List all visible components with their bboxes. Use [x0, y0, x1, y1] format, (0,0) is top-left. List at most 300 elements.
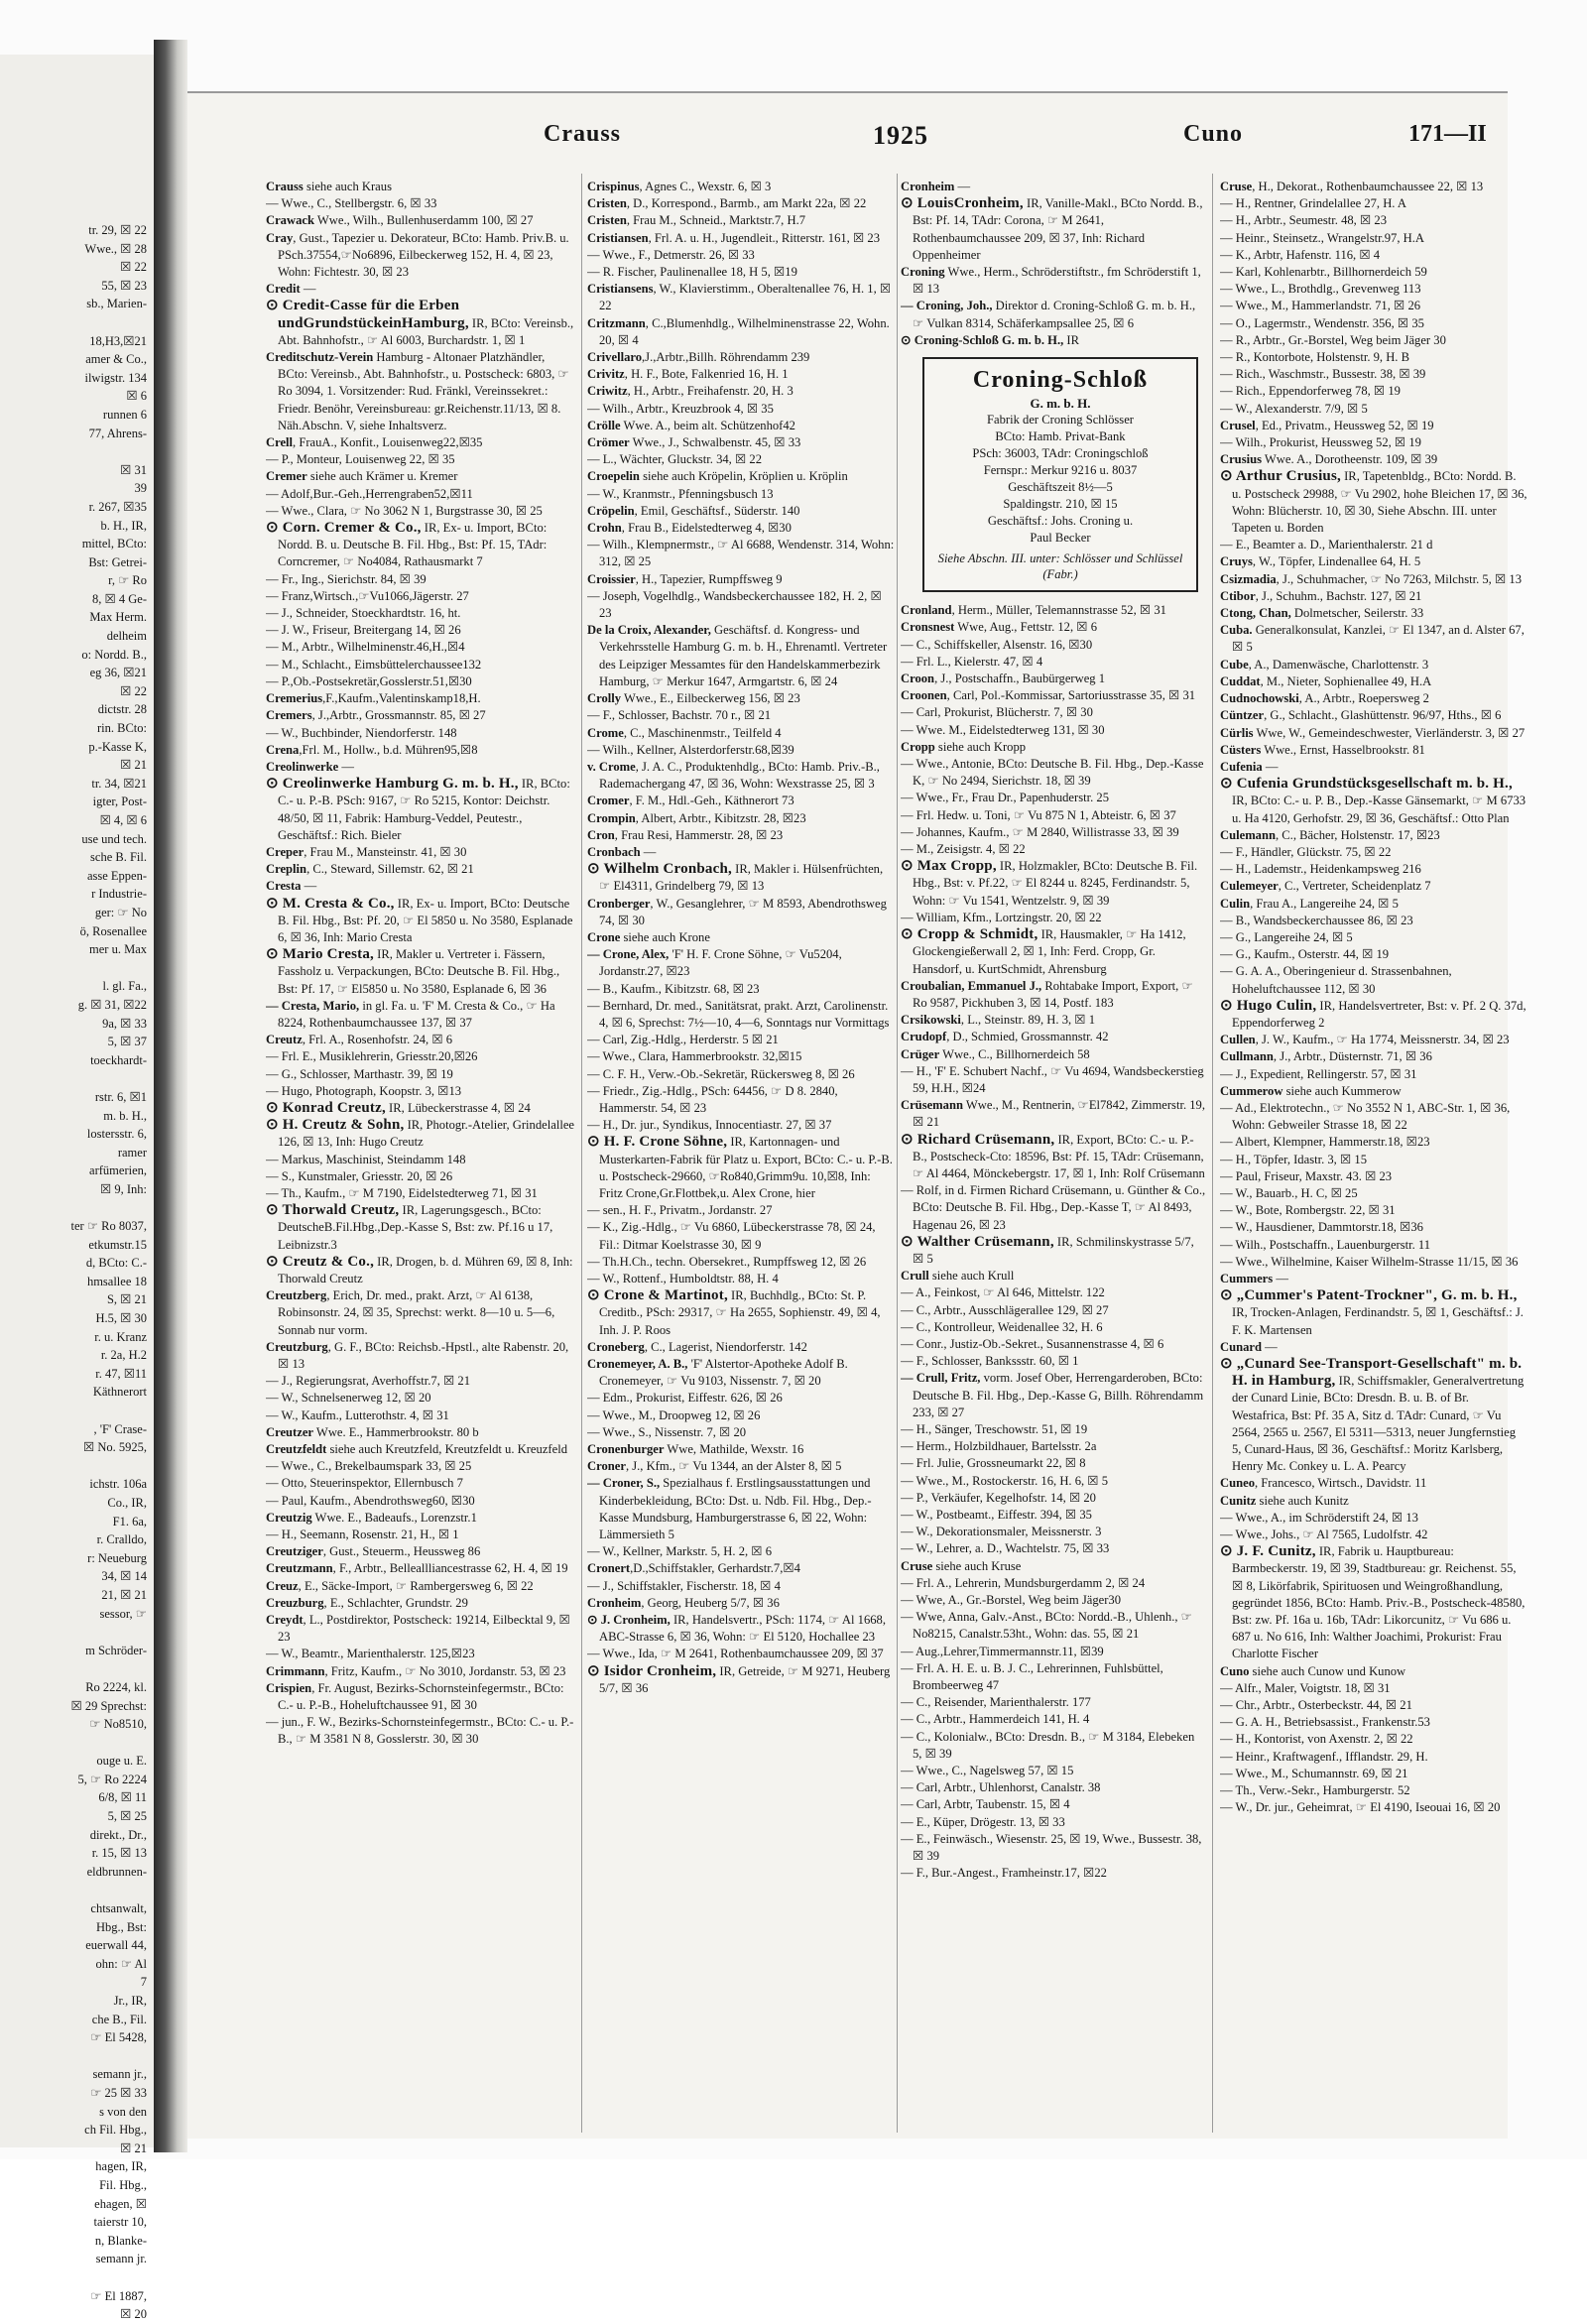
entry-detail: IR, Trocken-Anlagen, Ferdinandstr. 5, ☒ 1, Geschäftsf.: J. F. K. Martensen	[1232, 1305, 1524, 1337]
entry-detail: IR, Lübeckerstrasse 4, ☒ 24	[385, 1100, 531, 1115]
directory-entry	[901, 858, 1206, 910]
fragment-line: dictstr. 28	[97, 702, 147, 717]
fragment-line: r. 2a, H.2	[100, 1348, 147, 1363]
directory-entry	[587, 1356, 895, 1390]
directory-entry	[266, 486, 575, 503]
directory-entry	[1220, 571, 1527, 588]
entry-detail: — Frl. A., Lehrerin, Mundsburgerdamm 2, ☒ 24	[901, 1575, 1146, 1590]
directory-entry	[266, 1560, 575, 1577]
directory-entry	[1220, 1339, 1527, 1356]
entry-name: Culemann	[1220, 827, 1276, 842]
entry-detail: — Wwe., A., im Schröderstift 24, ☒ 13	[1220, 1510, 1418, 1525]
entry-detail: vorm. Josef Ober, Herrengarderoben, BCto: Deutsche B. Fil. Hbg., Dep.-Kasse G, Billh. Röhrendamm 233, ☒ 27	[913, 1371, 1204, 1419]
entry-detail: — E., Küper, Drögestr. 13, ☒ 33	[901, 1814, 1065, 1829]
entry-name: Cürlis	[1220, 725, 1254, 740]
entry-detail: — W., Hausdiener, Dammtorstr.18, ☒36	[1220, 1220, 1423, 1235]
entry-name: Cruse	[901, 1558, 933, 1573]
entry-detail: — O., Lagermstr., Wendenstr. 356, ☒ 35	[1220, 315, 1424, 330]
directory-entry	[1220, 1066, 1527, 1083]
entry-detail: IR	[1063, 332, 1080, 347]
fragment-line: tr. 34, ☒21	[91, 776, 147, 791]
fragment-line	[2, 1734, 151, 1753]
advert-line: Geschäftsf.: Johs. Croning u.	[987, 514, 1134, 529]
directory-entry	[587, 929, 895, 946]
directory-entry	[587, 212, 895, 229]
entry-detail: IR, Schmilinskystrasse 5/7, ☒ 5	[913, 1234, 1194, 1266]
entry-name: Crull	[901, 1269, 929, 1284]
entry-name: Crompin	[587, 810, 636, 825]
entry-detail: — Wwe., Fr., Frau Dr., Papenhuderstr. 25	[901, 791, 1109, 805]
directory-column-3	[901, 179, 1206, 2133]
entry-detail: — Frl. Hedw. u. Toni, ☞ Vu 875 N 1, Abteistr. 6, ☒ 37	[901, 807, 1176, 822]
directory-column-4	[1220, 179, 1527, 2133]
directory-entry	[266, 1066, 575, 1083]
entry-name: Crome	[587, 725, 624, 740]
entry-name: Crauss	[266, 180, 304, 193]
entry-name: Cuneo	[1220, 1476, 1255, 1491]
entry-detail: — G., Kaufm., Osterstr. 44, ☒ 19	[1220, 947, 1390, 962]
directory-entry	[901, 910, 1206, 926]
entry-detail: Wwe., C., Billhornerdeich 58	[939, 1046, 1090, 1061]
directory-entry	[1220, 1100, 1527, 1134]
directory-entry	[587, 588, 895, 622]
directory-entry	[901, 739, 1206, 756]
entry-detail: — H., Kontorist, von Axenstr. 2, ☒ 22	[1220, 1732, 1413, 1747]
fragment-line: r. u. Kranz	[94, 1329, 147, 1344]
entry-name: Crüsemann	[901, 1098, 963, 1113]
directory-entry	[266, 1493, 575, 1510]
entry-name: Cunard	[1220, 1339, 1262, 1354]
entry-detail: Wwe. A., Dorotheenstr. 109, ☒ 39	[1262, 452, 1438, 467]
entry-detail: IR, Kartonnagen- und Musterkarten-Fabrik für Platz u. Export, BCto: C.- u. P.-B. u. Postscheck-29660, ☞Ro840,Grimm9u. 10,☒8, Inh: Fritz Crone,Gr.Flottbek,u. Alex Crone, hier	[599, 1135, 893, 1200]
entry-detail: — Wilh., Arbtr., Kreuzbrook 4, ☒ 35	[587, 401, 774, 416]
directory-entry	[901, 332, 1206, 349]
directory-entry	[1220, 1032, 1527, 1048]
directory-entry	[1220, 1083, 1527, 1100]
directory-entry	[901, 1455, 1206, 1472]
fragment-line: l. gl. Fa.,	[102, 979, 147, 994]
directory-entry	[587, 401, 895, 418]
fragment-line: ☒ 29 Sprechst:	[70, 1698, 147, 1713]
entry-name: Cröpelin	[587, 503, 635, 518]
entry-detail: , Agnes C., Wexstr. 6, ☒ 3	[639, 180, 772, 193]
entry-detail: — Alfr., Maler, Voigtstr. 18, ☒ 31	[1220, 1680, 1391, 1695]
header-year: 1925	[873, 121, 928, 150]
fragment-line: 21, ☒ 21	[101, 1587, 147, 1602]
fragment-line: euerwall 44,	[85, 1938, 147, 1953]
entry-detail: — Heinr., Kraftwagenf., Ifflandstr. 29, H.	[1220, 1749, 1428, 1764]
directory-entry	[587, 1032, 895, 1048]
entry-detail: , W., Töpfer, Lindenallee 64, H. 5	[1252, 554, 1421, 569]
directory-entry	[266, 1048, 575, 1065]
directory-entry	[266, 434, 575, 451]
entry-detail: , H., Tapezier, Rumpffsweg 9	[635, 571, 783, 586]
entry-detail: , C., Maschinenmstr., Teilfeld 4	[623, 725, 782, 740]
entry-detail: — W., Bote, Rombergstr. 22, ☒ 31	[1220, 1203, 1396, 1218]
directory-entry	[266, 776, 575, 844]
entry-name: Creplin	[266, 862, 307, 877]
entry-detail: — G. A. A., Oberingenieur d. Strassenbahnen, Hoheluftchaussee 112, ☒ 30	[1220, 964, 1452, 996]
entry-detail: — R., Arbtr., Gr.-Borstel, Weg beim Jäger 30	[1220, 332, 1446, 347]
entry-detail: IR, Buchhdlg., BCto: St. P. Creditb., PSch: 29317, ☞ Ha 2655, Sophienstr. 49, ☒ 4, Inh. J. P. Roos	[599, 1288, 881, 1337]
directory-entry	[587, 503, 895, 520]
entry-name: Crawack	[266, 213, 314, 228]
entry-name: Crell	[266, 435, 294, 450]
entry-detail: , Frau B., Eidelstedterweg 4, ☒30	[621, 521, 792, 536]
entry-detail: — Wwe., F., Detmerstr. 26, ☒ 33	[587, 247, 755, 262]
entry-name: Crispien	[266, 1680, 312, 1695]
directory-entry	[266, 725, 575, 742]
entry-detail: — Carl, Prokurist, Blücherstr. 7, ☒ 30	[901, 705, 1093, 720]
entry-detail: , G. F., BCto: Reichsb.-Hpstl., alte Rabenstr. 20, ☒ 13	[278, 1339, 569, 1372]
entry-detail: — Hugo, Photograph, Koopstr. 3, ☒13	[266, 1083, 462, 1098]
entry-detail: — W., Kranmstr., Pfenningsbusch 13	[587, 486, 774, 501]
directory-entry	[901, 298, 1206, 331]
entry-detail: — Bernhard, Dr. med., Sanitätsrat, prakt. Arzt, Carolinenstr. 4, ☒ 6, Sprechst: 7½—10, 4—6, Sonntags nur Vormittags	[587, 998, 890, 1030]
fragment-line	[2, 2268, 151, 2287]
directory-entry	[901, 687, 1206, 704]
entry-detail: — Herm., Holzbildhauer, Bartelsstr. 2a	[901, 1439, 1097, 1454]
croning-schloss-advertisement	[922, 357, 1198, 592]
entry-detail: — jun., F. W., Bezirks-Schornsteinfegermstr., BCto: C.- u. P.-B., ☞ M 3581 N 8, Gosslerstr. 30, ☒ 30	[266, 1715, 574, 1747]
entry-detail: , Frau M., Schneid., Marktstr.7, H.7	[626, 213, 806, 228]
fragment-line: 8, ☒ 4 Ge-	[92, 591, 147, 606]
entry-name: Ctong, Chan,	[1220, 606, 1291, 621]
directory-entry	[901, 1063, 1206, 1097]
directory-entry	[587, 861, 895, 895]
directory-entry	[1220, 434, 1527, 451]
previous-page-text	[2, 221, 151, 2324]
entry-name: Cronland	[901, 603, 952, 618]
entry-detail: —	[954, 180, 971, 193]
fragment-line	[2, 959, 151, 978]
directory-entry	[266, 588, 575, 605]
entry-name: ⊙ Cufenia Grundstücksgesellschaft m. b. H.,	[1220, 776, 1513, 793]
entry-name: Croissier	[587, 571, 636, 586]
directory-entry	[1220, 1048, 1527, 1065]
entry-name: Cristen	[587, 196, 627, 211]
entry-detail: — Wwe., M., Hammerlandstr. 71, ☒ 26	[1220, 299, 1421, 313]
entry-name: Cristen	[587, 213, 627, 228]
directory-entry	[901, 1729, 1206, 1763]
fragment-line: ☒ 20	[120, 2307, 147, 2322]
entry-name: Crimmann	[266, 1663, 325, 1678]
entry-detail: — C., Arbtr., Hammerdeich 141, H. 4	[901, 1712, 1090, 1727]
directory-entry	[266, 1527, 575, 1543]
entry-detail: , Gust., Tapezier u. Dekorateur, BCto: Hamb. Priv.B. u. PSch.37554,☞No6896, Eilbeckerweg 152, H. 4, ☒ 23, Wohn: Fichtestr. 30, ☒ 23	[278, 230, 569, 280]
entry-name: Cunitz	[1220, 1493, 1257, 1508]
entry-name: Cruse	[1220, 180, 1253, 193]
entry-name: Crohn	[587, 521, 622, 536]
directory-column-1	[266, 179, 575, 2133]
directory-entry	[901, 1421, 1206, 1438]
entry-detail: — Otto, Steuerinspektor, Ellernbusch 7	[266, 1476, 463, 1491]
entry-detail: Wwe., Wilh., Bullenhuserdamm 100, ☒ 27	[313, 213, 534, 228]
directory-entry	[1220, 1475, 1527, 1492]
directory-entry	[901, 1558, 1206, 1575]
entry-detail: , H. F., Bote, Falkenried 16, H. 1	[624, 367, 789, 382]
entry-detail: ,F.,Kaufm.,Valentinskamp18,H.	[322, 691, 481, 706]
entry-detail: — Wwe., Antonie, BCto: Deutsche B. Fil. Hbg., Dep.-Kasse K, ☞ No 2494, Sierichstr. 18, ☒ 39	[901, 757, 1204, 789]
entry-detail: , Fritz, Kaufm., ☞ No 3010, Jordanstr. 53, ☒ 23	[324, 1663, 566, 1678]
fragment-line: ramer	[117, 1145, 147, 1160]
entry-detail: IR, BCto: C.- u. P. B., Dep.-Kasse Gänsemarkt, ☞ M 6733 u. Ha 4120, Gerhofstr. 29, ☒ 36, Geschäftsf.: Otto Plan	[1232, 794, 1526, 825]
entry-name: Croepelin	[587, 469, 640, 484]
directory-entry	[587, 434, 895, 451]
entry-detail: , Frau A., Langereihe 24, ☒ 5	[1250, 896, 1399, 911]
entry-detail: —	[1262, 759, 1279, 774]
entry-name: Crone	[587, 929, 621, 944]
directory-entry	[266, 1663, 575, 1680]
directory-entry	[901, 1575, 1206, 1592]
entry-detail: — H., Seemann, Rosenstr. 21, H., ☒ 1	[266, 1528, 459, 1542]
directory-entry	[587, 383, 895, 400]
fragment-line: toeckhardt-	[90, 1052, 147, 1067]
fragment-line: rstr. 6, ☒1	[94, 1089, 147, 1104]
fragment-line: ☒ 21	[120, 758, 147, 773]
entry-detail: — H., Arbtr., Seumestr. 48, ☒ 23	[1220, 213, 1388, 228]
fragment-line: d, BCto: C.-	[85, 1256, 147, 1271]
entry-detail: — P.,Ob.-Postsekretär,Gosslerstr.51,☒30	[266, 673, 472, 688]
directory-entry	[266, 844, 575, 861]
entry-detail: , L., Steinstr. 89, H. 3, ☒ 1	[960, 1013, 1096, 1028]
entry-name: ⊙ Mario Cresta,	[266, 946, 375, 963]
entry-name: Creutzer	[266, 1424, 314, 1439]
directory-entry	[1220, 963, 1527, 997]
directory-entry	[266, 468, 575, 485]
entry-name: Creutzberg	[266, 1288, 327, 1303]
directory-entry	[266, 1612, 575, 1646]
entry-detail: — Rich., Eppendorferweg 78, ☒ 19	[1220, 384, 1401, 399]
entry-name: Csizmadia	[1220, 571, 1277, 586]
entry-detail: — Wilh., Postschaffn., Lauenburgerstr. 11	[1220, 1237, 1431, 1252]
fragment-line: sessor, ☞	[99, 1606, 147, 1621]
directory-entry	[1220, 1510, 1527, 1527]
entry-name: Croonen	[901, 688, 947, 703]
entry-name: Cropp	[901, 739, 935, 754]
entry-detail: — Wwe, Anna, Galv.-Anst., BCto: Nordd.-B., Uhlenh., ☞No8215, Canalstr.53ht., Wohn: das. 55, ☒ 21	[901, 1610, 1192, 1642]
entry-detail: , J., Arbtr., Düsternstr. 71, ☒ 36	[1273, 1049, 1432, 1064]
directory-entry	[901, 264, 1206, 298]
entry-name: Cremer	[266, 469, 307, 484]
entry-detail: Wwe. E., Hammerbrookstr. 80 b	[313, 1424, 479, 1439]
entry-detail: — R. Fischer, Paulinenallee 18, H 5, ☒19	[587, 265, 797, 280]
fragment-line: ☒ 9, Inh:	[100, 1181, 147, 1196]
directory-entry	[901, 1046, 1206, 1063]
entry-detail: — Carl, Arbtr., Uhlenhorst, Canalstr. 38	[901, 1780, 1101, 1795]
fragment-line: rin. BCto:	[96, 721, 147, 736]
entry-detail: — H., Töpfer, Idastr. 3, ☒ 15	[1220, 1152, 1368, 1166]
directory-entry	[587, 366, 895, 383]
directory-entry	[587, 759, 895, 793]
entry-detail: — Franz,Wirtsch.,☞Vu1066,Jägerstr. 27	[266, 588, 469, 603]
entry-name: Cronberger	[587, 896, 651, 911]
directory-entry	[1220, 1134, 1527, 1151]
entry-name: Croning	[901, 265, 945, 280]
entry-detail: — Wwe., Ida, ☞ M 2641, Rothenbaumchaussee 209, ☒ 37	[587, 1647, 884, 1661]
entry-name: Creutziger	[266, 1544, 323, 1559]
entry-detail: —	[338, 759, 354, 774]
directory-entry	[901, 1779, 1206, 1796]
directory-entry	[901, 602, 1206, 619]
entry-detail: — Wwe., C., Stellbergstr. 6, ☒ 33	[266, 196, 437, 211]
fragment-line: ☒ 6	[126, 389, 147, 404]
directory-entry	[266, 451, 575, 468]
entry-detail: siehe auch Krämer u. Kremer	[306, 469, 458, 484]
entry-detail: , J., Schuhm., Bachstr. 127, ☒ 21	[1255, 588, 1422, 603]
directory-entry	[587, 1083, 895, 1117]
entry-name: Cudnochowski	[1220, 691, 1299, 706]
entry-detail: — M., Schlacht., Eimsbüttelerchaussee132	[266, 657, 482, 672]
fragment-line: ö, Rosenallee	[79, 923, 147, 938]
directory-entry	[1220, 1493, 1527, 1510]
directory-entry	[587, 1612, 895, 1646]
directory-entry	[266, 1202, 575, 1254]
entry-name: Crömer	[587, 435, 630, 450]
entry-detail: siehe auch Kruse	[932, 1558, 1022, 1573]
entry-name: Creydt	[266, 1613, 304, 1628]
directory-entry	[266, 878, 575, 895]
directory-entry	[1220, 998, 1527, 1032]
fragment-line: ☒ 22	[120, 260, 147, 275]
directory-entry	[1220, 264, 1527, 281]
entry-name: Cuddat	[1220, 673, 1261, 688]
directory-entry	[587, 793, 895, 809]
fragment-line: eldbrunnen-	[86, 1864, 147, 1879]
entry-detail: IR, Handelsvertreter, Bst: v. Pf. 2 Q. 37d, Eppendorferweg 2	[1232, 998, 1526, 1030]
directory-entry	[266, 673, 575, 690]
entry-detail: 'F' H. F. Crone Söhne, ☞ Vu5204, Jordanstr.27, ☒23	[599, 947, 842, 979]
entry-name: ⊙ H. Creutz & Sohn,	[266, 1117, 405, 1134]
entry-detail: — Wwe., Clara, Hammerbrookstr. 32,☒15	[587, 1049, 802, 1064]
entry-detail: — W., Beamtr., Marienthalerstr. 125,☒23	[266, 1647, 475, 1661]
entry-detail: , D., Schmied, Grossmannstr. 42	[946, 1030, 1109, 1044]
advert-subtitle: G. m. b. H.	[1030, 396, 1091, 412]
entry-detail: — Carl, Arbtr, Taubenstr. 15, ☒ 4	[901, 1797, 1070, 1812]
directory-entry	[587, 468, 895, 485]
entry-name: Creutzburg	[266, 1339, 328, 1354]
entry-detail: IR, Ex- u. Import, BCto: Nordd. B. u. Deutsche B. Fil. Hbg., Bst: Pf. 15, TAdr: Corncremer, ☞ No4084, Rathausmarkt 7	[278, 521, 548, 569]
entry-detail: — J., Schiffstakler, Fischerstr. 18, ☒ 4	[587, 1578, 781, 1593]
entry-detail: — Carl, Zig.-Hdlg., Herderstr. 5 ☒ 21	[587, 1033, 779, 1047]
entry-detail: , J.,Arbtr., Grossmannstr. 85, ☒ 27	[311, 708, 486, 723]
fragment-line	[2, 442, 151, 461]
directory-entry	[266, 230, 575, 282]
directory-entry	[1220, 247, 1527, 264]
directory-entry	[1220, 315, 1527, 332]
directory-entry	[901, 1132, 1206, 1183]
directory-entry	[266, 1646, 575, 1662]
fragment-line	[2, 1659, 151, 1678]
fragment-line: Hbg., Bst:	[95, 1919, 147, 1934]
directory-entry	[587, 725, 895, 742]
directory-entry	[587, 349, 895, 366]
directory-entry	[901, 1796, 1206, 1813]
entry-name: ⊙ M. Cresta & Co.,	[266, 895, 395, 912]
entry-detail: — K., Zig.-Hdlg., ☞ Vu 6860, Lübeckerstrasse 78, ☒ 24, Fil.: Ditmar Koelstrasse 30, ☒ 9	[587, 1220, 876, 1252]
fragment-line: r. Cralldo,	[96, 1532, 147, 1547]
entry-detail: Wwe, Aug., Fettstr. 12, ☒ 6	[954, 620, 1097, 635]
directory-entry	[587, 230, 895, 247]
directory-column-2	[587, 179, 895, 2133]
fragment-line: ☒ 31	[120, 462, 147, 477]
entry-detail: — Karl, Kohlenarbtr., Billhornerdeich 59	[1220, 265, 1427, 280]
directory-entry	[266, 520, 575, 571]
directory-entry	[901, 179, 1206, 195]
entry-detail: — H., Lademstr., Heidenkampsweg 216	[1220, 862, 1421, 877]
entry-detail: Hamburg - Altonaer Platzhändler, BCto: Vereinsb., Abt. Bahnhofstr., u. Postscheck: 6803, ☞ Ro 3094, 1. Vorsitzender: Rud. Fränkl, Vereinssekret.: Friedr. Benöhr, Vereinsbureau: gr.Reichenstr.11/13, ☒ 8. Näh.Abschn. V, siehe Inhaltsverz.	[278, 350, 569, 432]
entry-name: — Croning, Joh.,	[901, 299, 993, 313]
entry-detail: — Wwe., L., Brothdlg., Grevenweg 113	[1220, 282, 1421, 297]
directory-entry	[266, 742, 575, 759]
entry-name: ⊙ Crone & Martinot,	[587, 1287, 728, 1304]
directory-entry	[901, 1540, 1206, 1557]
advert-line: BCto: Hamb. Privat-Bank	[995, 429, 1126, 444]
entry-detail: — S., Kunstmaler, Griesstr. 20, ☒ 26	[266, 1168, 453, 1183]
fragment-line: runnen 6	[102, 407, 147, 422]
directory-entry	[587, 281, 895, 314]
fragment-line: direkt., Dr.,	[89, 1827, 147, 1842]
directory-entry	[1220, 896, 1527, 913]
fragment-line: Ro 2224, kl.	[85, 1679, 147, 1694]
entry-name: Creolinwerke	[266, 759, 339, 774]
directory-entry	[1220, 725, 1527, 742]
directory-entry	[1220, 1766, 1527, 1782]
entry-detail: — B., Kaufm., Kibitzstr. 68, ☒ 23	[587, 981, 760, 996]
entry-detail: siehe auch Kunitz	[1256, 1493, 1349, 1508]
entry-detail: , C.,Blumenhdlg., Wilhelminenstrasse 22, Wohn. 20, ☒ 4	[599, 315, 890, 347]
directory-entry	[1220, 468, 1527, 537]
entry-name: ⊙ Credit-Casse für die Erben undGrundstückeinHamburg,	[266, 298, 469, 331]
entry-detail: — W., Rottenf., Humboldtstr. 88, H. 4	[587, 1272, 779, 1285]
entry-detail: , Herm., Müller, Telemannstrasse 52, ☒ 31	[951, 603, 1166, 618]
directory-entry	[266, 1168, 575, 1185]
entry-detail: IR, BCto: C.- u. P.-B. PSch: 9167, ☞ Ro 5215, Kontor: Deichstr. 48/50, ☒ 11, Fabrik: Hamburg-Veddel, Peutestr., Geschäftsf.: Rich. Bieler	[278, 777, 570, 842]
entry-detail: , J. W., Kaufm., ☞ Ha 1774, Meissnerstr. 34, ☒ 23	[1255, 1033, 1510, 1047]
entry-name: Crudopf	[901, 1030, 947, 1044]
entry-detail: Wwe, Mathilde, Wexstr. 16	[664, 1442, 804, 1457]
entry-detail: Wwe., J., Schwalbenstr. 45, ☒ 33	[629, 435, 801, 450]
fragment-line: b. H., IR,	[100, 518, 147, 533]
entry-detail: — H., Rentner, Grindelallee 27, H. A	[1220, 196, 1407, 211]
entry-detail: Spezialhaus f. Erstlingsausstattungen und Kinderbekleidung, BCto: Dst. u. Ndb. Fil. Hbg., Dep.-Kasse Mundsburg, Hamburgerstrasse 6, ☒ 22, Wohn: Lämmersieth 5	[599, 1476, 872, 1542]
entry-name: Cray	[266, 230, 294, 245]
entry-name: Crivitz	[587, 367, 625, 382]
fragment-line: 18,H3,☒21	[89, 333, 147, 348]
directory-entry	[587, 1287, 895, 1339]
fragment-line: ger: ☞ No	[94, 905, 147, 919]
entry-detail: — Wwe., Wilhelmine, Kaiser Wilhelm-Strasse 11/15, ☒ 36	[1220, 1254, 1519, 1269]
directory-entry	[1220, 1543, 1527, 1662]
entry-name: Cronert	[587, 1561, 631, 1576]
directory-entry	[1220, 657, 1527, 673]
entry-detail: , D., Korrespond., Barmb., am Markt 22a, ☒ 22	[626, 196, 867, 211]
directory-entry	[1220, 878, 1527, 895]
entry-detail: , Fr. August, Bezirks-Schornsteinfegermstr., BCto: C.- u. P.-B., Hoheluftchaussee 91, ☒ 30	[278, 1680, 564, 1713]
entry-detail: — W., Kellner, Markstr. 5, H. 2, ☒ 6	[587, 1544, 773, 1559]
directory-entry	[1220, 707, 1527, 724]
entry-detail: , J., Postschaffn., Baubürgerweg 1	[934, 672, 1106, 686]
directory-entry	[901, 1814, 1206, 1831]
directory-entry	[1220, 1782, 1527, 1799]
entry-name: Cummers	[1220, 1272, 1274, 1285]
directory-entry	[1220, 913, 1527, 929]
directory-entry	[587, 315, 895, 349]
fragment-line: lostersstr. 6,	[86, 1127, 147, 1142]
entry-detail: siehe auch Cunow und Kunow	[1249, 1663, 1406, 1678]
entry-detail: — Albert, Klempner, Hammerstr.18, ☒23	[1220, 1135, 1430, 1150]
entry-detail: — L., Wächter, Gluckstr. 34, ☒ 22	[587, 452, 762, 467]
